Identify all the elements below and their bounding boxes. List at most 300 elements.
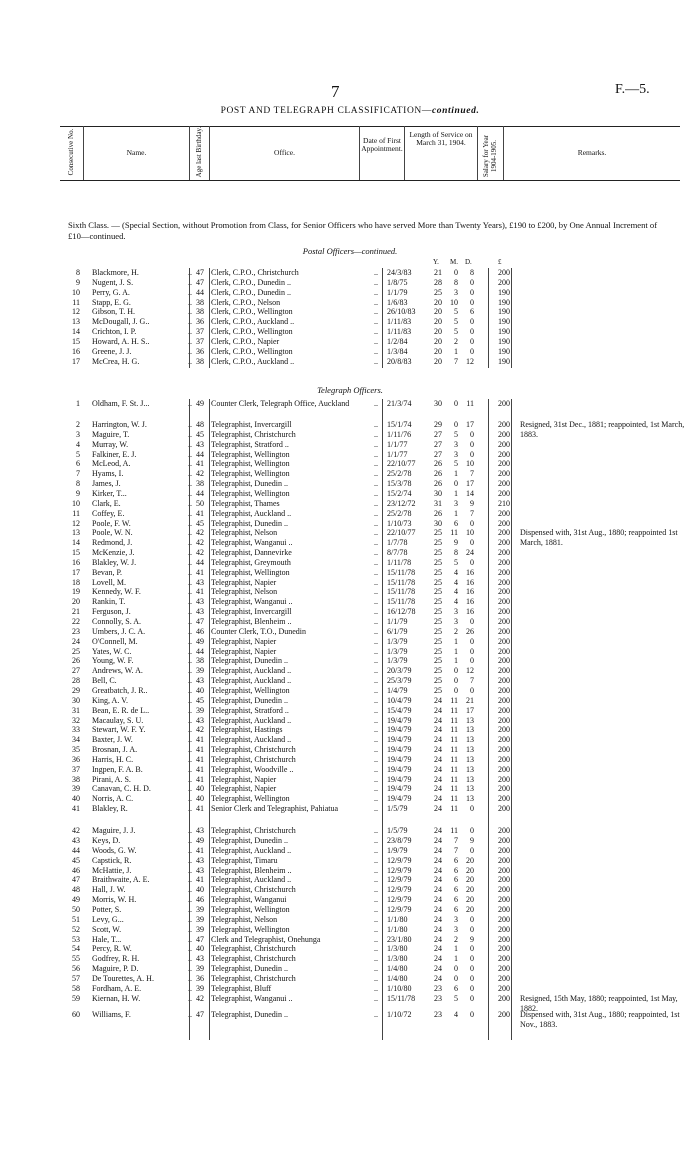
row-name: King, A. V. <box>92 695 128 705</box>
row-service-years: 20 <box>434 317 442 327</box>
row-service-months: 0 <box>454 268 458 277</box>
row-office: Telegraphist, Stratford .. <box>211 439 289 449</box>
row-appointment-date: 1/2/84 <box>387 336 408 346</box>
leader-dots: .. <box>374 944 378 954</box>
row-salary: 200 <box>498 548 510 558</box>
row-service-months: 11 <box>450 715 458 725</box>
row-appointment-date: 23/8/79 <box>387 836 412 845</box>
leader-dots: .. <box>188 764 192 774</box>
row-name: Young, W. F. <box>92 656 134 666</box>
row-service-months: 9 <box>454 538 458 548</box>
leader-dots: .. <box>374 597 378 607</box>
row-salary: 200 <box>498 954 510 964</box>
row-number: 49 <box>72 895 80 905</box>
row-service-years: 28 <box>434 277 442 287</box>
row-appointment-date: 21/3/74 <box>387 399 412 408</box>
row-service-months: 3 <box>454 449 458 459</box>
leader-dots: .. <box>188 336 192 346</box>
row-number: 4 <box>76 439 80 449</box>
row-salary: 200 <box>498 973 510 983</box>
row-name: Canavan, C. H. D. <box>92 784 151 794</box>
row-age: 48 <box>196 420 204 429</box>
row-number: 24 <box>72 636 80 646</box>
row-office: Telegraphist, Hastings <box>211 725 283 735</box>
row-number: 56 <box>72 964 80 974</box>
row-salary: 200 <box>498 528 510 538</box>
row-appointment-date: 15/11/78 <box>387 577 416 587</box>
row-office: Telegraphist, Wellington <box>211 488 290 498</box>
row-number: 58 <box>72 983 80 993</box>
leader-dots: .. <box>188 973 192 983</box>
row-name: Andrews, W. A. <box>92 666 143 676</box>
row-service-days: 16 <box>466 597 474 607</box>
row-service-months: 0 <box>454 685 458 695</box>
row-service-months: 5 <box>454 993 458 1003</box>
row-salary: 190 <box>498 346 510 356</box>
row-appointment-date: 25/2/78 <box>387 469 412 479</box>
row-service-days: 13 <box>466 774 474 784</box>
row-appointment-date: 1/5/79 <box>387 804 408 814</box>
leader-dots: .. <box>188 277 192 287</box>
row-appointment-date: 1/3/79 <box>387 646 408 656</box>
leader-dots: .. <box>374 725 378 735</box>
row-office: Clerk, C.P.O., Dunedin .. <box>211 277 291 287</box>
row-name: Poole, W. N. <box>92 528 133 538</box>
row-name: Hale, T... <box>92 934 122 944</box>
row-age: 43 <box>196 676 204 686</box>
col-header-age: Age last Birthday. <box>195 126 203 178</box>
leader-dots: .. <box>188 725 192 735</box>
leader-dots: .. <box>374 429 378 439</box>
row-appointment-date: 12/9/79 <box>387 875 412 885</box>
row-office: Telegraphist, Christchurch <box>211 429 296 439</box>
leader-dots: .. <box>374 666 378 676</box>
row-service-years: 20 <box>434 356 442 366</box>
row-age: 47 <box>196 268 204 277</box>
row-service-months: 1 <box>454 944 458 954</box>
row-appointment-date: 15/11/78 <box>387 597 416 607</box>
row-service-days: 0 <box>470 518 474 528</box>
row-office: Telegraphist, Thames <box>211 498 280 508</box>
row-age: 42 <box>196 993 204 1003</box>
row-service-years: 25 <box>434 557 442 567</box>
row-service-years: 24 <box>434 695 442 705</box>
row-office: Telegraphist, Dunedin .. <box>211 1010 288 1019</box>
row-service-days: 0 <box>470 646 474 656</box>
leader-dots: .. <box>188 826 192 836</box>
row-service-years: 27 <box>434 449 442 459</box>
row-service-years: 29 <box>434 420 442 429</box>
leader-dots: .. <box>374 277 378 287</box>
row-service-months: 3 <box>454 617 458 626</box>
leader-dots: .. <box>374 317 378 327</box>
row-service-days: 13 <box>466 764 474 774</box>
leader-dots: .. <box>188 666 192 676</box>
row-number: 12 <box>72 518 80 528</box>
leader-dots: .. <box>188 754 192 764</box>
col-divider <box>382 268 383 368</box>
row-age: 38 <box>196 356 204 366</box>
leader-dots: .. <box>188 924 192 934</box>
row-age: 38 <box>196 297 204 307</box>
row-age: 39 <box>196 924 204 934</box>
leader-dots: .. <box>374 836 378 845</box>
row-appointment-date: 19/4/79 <box>387 754 412 764</box>
row-salary: 190 <box>498 317 510 327</box>
row-appointment-date: 20/8/83 <box>387 356 412 366</box>
row-service-months: 4 <box>454 597 458 607</box>
leader-dots: .. <box>188 346 192 356</box>
leader-dots: .. <box>374 469 378 479</box>
row-service-years: 24 <box>434 745 442 755</box>
row-service-years: 27 <box>434 439 442 449</box>
row-age: 49 <box>196 836 204 845</box>
leader-dots: .. <box>374 754 378 764</box>
row-service-months: 1 <box>454 646 458 656</box>
row-office: Clerk, C.P.O., Auckland .. <box>211 356 295 366</box>
leader-dots: .. <box>374 557 378 567</box>
row-service-years: 24 <box>434 924 442 934</box>
leader-dots: .. <box>188 626 192 636</box>
leader-dots: .. <box>188 597 192 607</box>
row-salary: 200 <box>498 695 510 705</box>
row-office: Clerk and Telegraphist, Onehunga <box>211 934 321 944</box>
leader-dots: .. <box>188 297 192 307</box>
row-salary: 200 <box>498 924 510 934</box>
row-service-years: 25 <box>434 617 442 626</box>
leader-dots: .. <box>188 774 192 784</box>
row-service-years: 24 <box>434 715 442 725</box>
row-service-months: 10 <box>450 297 458 307</box>
row-salary: 200 <box>498 715 510 725</box>
row-service-days: 8 <box>470 268 474 277</box>
row-number: 27 <box>72 666 80 676</box>
leader-dots: .. <box>188 459 192 469</box>
row-age: 49 <box>196 399 204 408</box>
leader-dots: .. <box>188 420 192 429</box>
row-salary: 200 <box>498 587 510 597</box>
leader-dots: .. <box>374 508 378 518</box>
row-age: 39 <box>196 904 204 914</box>
row-service-days: 0 <box>470 336 474 346</box>
row-office: Telegraphist, Wellington <box>211 469 290 479</box>
row-service-months: 1 <box>454 469 458 479</box>
row-service-years: 24 <box>434 774 442 784</box>
leader-dots: .. <box>374 993 378 1003</box>
col-header-office: Office. <box>274 148 295 157</box>
row-appointment-date: 1/1/79 <box>387 287 408 297</box>
row-salary: 200 <box>498 597 510 607</box>
row-salary: 200 <box>498 764 510 774</box>
row-service-days: 13 <box>466 754 474 764</box>
leader-dots: .. <box>374 587 378 597</box>
leader-dots: .. <box>188 964 192 974</box>
leader-dots: .. <box>188 934 192 944</box>
leader-dots: .. <box>188 855 192 865</box>
row-office: Telegraphist, Auckland .. <box>211 666 292 676</box>
leader-dots: .. <box>188 488 192 498</box>
row-office: Telegraphist, Wellington <box>211 567 290 577</box>
row-appointment-date: 1/1/80 <box>387 924 408 934</box>
row-service-months: 3 <box>454 287 458 297</box>
row-name: Maguire, P. D. <box>92 964 139 974</box>
row-service-months: 4 <box>454 587 458 597</box>
leader-dots: .. <box>188 676 192 686</box>
row-service-years: 26 <box>434 459 442 469</box>
row-service-years: 30 <box>434 488 442 498</box>
row-office: Telegraphist, Christchurch <box>211 754 296 764</box>
row-name: Stewart, W. F. Y. <box>92 725 146 735</box>
row-name: Hall, J. W. <box>92 885 126 895</box>
row-number: 52 <box>72 924 80 934</box>
row-appointment-date: 22/10/77 <box>387 528 416 538</box>
row-service-months: 6 <box>454 875 458 885</box>
row-appointment-date: 1/10/73 <box>387 518 412 528</box>
row-office: Clerk, C.P.O., Nelson <box>211 297 281 307</box>
row-service-months: 2 <box>454 934 458 944</box>
row-service-days: 6 <box>470 307 474 317</box>
row-service-years: 23 <box>434 1010 442 1019</box>
row-name: Howard, A. H. S.. <box>92 336 150 346</box>
leader-dots: .. <box>188 508 192 518</box>
leader-dots: .. <box>374 307 378 317</box>
row-service-months: 5 <box>454 557 458 567</box>
row-service-months: 6 <box>454 895 458 905</box>
row-number: 48 <box>72 885 80 895</box>
row-service-days: 0 <box>470 685 474 695</box>
row-office: Clerk, C.P.O., Wellington <box>211 307 293 317</box>
row-service-days: 0 <box>470 317 474 327</box>
col-divider <box>189 399 190 1040</box>
row-appointment-date: 1/11/83 <box>387 317 412 327</box>
row-service-days: 26 <box>466 626 474 636</box>
row-name: Williams, F. <box>92 1010 131 1019</box>
row-appointment-date: 19/4/79 <box>387 745 412 755</box>
row-service-years: 24 <box>434 885 442 895</box>
row-office: Telegraphist, Christchurch <box>211 885 296 895</box>
row-name: Crichton, I. P. <box>92 327 137 337</box>
leader-dots: .. <box>374 528 378 538</box>
row-service-days: 0 <box>470 297 474 307</box>
row-number: 17 <box>72 356 80 366</box>
row-age: 39 <box>196 983 204 993</box>
row-appointment-date: 1/10/80 <box>387 983 412 993</box>
row-number: 59 <box>72 993 80 1003</box>
leader-dots: .. <box>188 607 192 617</box>
row-office: Telegraphist, Wanganui .. <box>211 538 293 548</box>
row-name: McKenzie, J. <box>92 548 135 558</box>
row-service-years: 25 <box>434 597 442 607</box>
row-service-months: 4 <box>454 577 458 587</box>
row-service-years: 24 <box>434 875 442 885</box>
row-age: 43 <box>196 954 204 964</box>
leader-dots: .. <box>188 356 192 366</box>
row-service-months: 11 <box>450 764 458 774</box>
row-name: Scott, W. <box>92 924 122 934</box>
row-office: Telegraphist, Blenheim .. <box>211 865 292 875</box>
row-service-years: 25 <box>434 587 442 597</box>
row-service-years: 23 <box>434 993 442 1003</box>
row-office: Counter Clerk, T.O., Dunedin <box>211 626 307 636</box>
row-number: 30 <box>72 695 80 705</box>
row-service-days: 9 <box>470 934 474 944</box>
leader-dots: .. <box>374 895 378 905</box>
leader-dots: .. <box>374 656 378 666</box>
row-service-months: 11 <box>450 804 458 814</box>
row-name: McHattie, J. <box>92 865 132 875</box>
row-service-years: 24 <box>434 764 442 774</box>
row-number: 6 <box>76 459 80 469</box>
row-service-years: 24 <box>434 826 442 836</box>
row-office: Telegraphist, Nelson <box>211 914 278 924</box>
col-divider <box>359 126 360 180</box>
row-service-days: 21 <box>466 695 474 705</box>
row-appointment-date: 25/2/78 <box>387 508 412 518</box>
row-age: 49 <box>196 636 204 646</box>
row-service-months: 1 <box>454 508 458 518</box>
row-appointment-date: 23/1/80 <box>387 934 412 944</box>
row-office: Telegraphist, Wanganui .. <box>211 597 293 607</box>
row-service-days: 17 <box>466 420 474 429</box>
row-service-years: 24 <box>434 865 442 875</box>
row-name: Gibson, T. H. <box>92 307 136 317</box>
row-service-months: 6 <box>454 983 458 993</box>
row-age: 41 <box>196 774 204 784</box>
row-salary: 200 <box>498 836 510 845</box>
col-divider <box>189 268 190 368</box>
row-age: 40 <box>196 944 204 954</box>
row-number: 28 <box>72 676 80 686</box>
row-age: 46 <box>196 895 204 905</box>
row-office: Telegraphist, Wanganui <box>211 895 287 905</box>
row-salary: 200 <box>498 607 510 617</box>
row-name: Harrington, W. J. <box>92 420 147 429</box>
row-service-days: 17 <box>466 705 474 715</box>
row-service-years: 25 <box>434 528 442 538</box>
leader-dots: .. <box>374 804 378 814</box>
col-divider <box>477 126 478 180</box>
leader-dots: .. <box>374 676 378 686</box>
row-office: Telegraphist, Wellington <box>211 924 290 934</box>
leader-dots: .. <box>374 954 378 964</box>
row-service-months: 11 <box>450 774 458 784</box>
row-name: O'Connell, M. <box>92 636 138 646</box>
unit-months: M. <box>450 258 458 266</box>
leader-dots: .. <box>374 904 378 914</box>
row-service-days: 20 <box>466 885 474 895</box>
row-service-months: 11 <box>450 725 458 735</box>
row-service-months: 0 <box>454 420 458 429</box>
row-service-days: 9 <box>470 498 474 508</box>
row-service-months: 7 <box>454 836 458 845</box>
row-age: 47 <box>196 934 204 944</box>
row-salary: 200 <box>498 685 510 695</box>
row-service-days: 0 <box>470 327 474 337</box>
row-number: 15 <box>72 548 80 558</box>
row-appointment-date: 24/3/83 <box>387 268 412 277</box>
row-appointment-date: 1/7/78 <box>387 538 408 548</box>
telegraph-heading: Telegraph Officers. <box>317 385 383 395</box>
row-name: Ferguson, J. <box>92 607 131 617</box>
row-age: 42 <box>196 725 204 735</box>
row-office: Telegraphist, Wanganui .. <box>211 993 293 1003</box>
row-service-months: 11 <box>450 784 458 794</box>
row-salary: 200 <box>498 993 510 1003</box>
row-office: Telegraphist, Napier <box>211 784 277 794</box>
row-remarks: Dispensed with, 31st Aug., 1880; reappointed 1st March, 1881. <box>520 528 678 548</box>
row-age: 46 <box>196 626 204 636</box>
row-number: 16 <box>72 346 80 356</box>
row-number: 19 <box>72 587 80 597</box>
row-appointment-date: 19/4/79 <box>387 735 412 745</box>
row-appointment-date: 19/4/79 <box>387 764 412 774</box>
row-service-years: 21 <box>434 268 442 277</box>
row-number: 23 <box>72 626 80 636</box>
row-service-months: 11 <box>450 826 458 836</box>
row-number: 2 <box>76 420 80 429</box>
row-service-days: 0 <box>470 557 474 567</box>
row-number: 9 <box>76 488 80 498</box>
row-service-years: 24 <box>434 705 442 715</box>
row-salary: 200 <box>498 676 510 686</box>
row-remarks: Resigned, 15th May, 1880; reappointed, 1st May, 1882. <box>520 993 678 1013</box>
row-number: 54 <box>72 944 80 954</box>
row-name: Clark, E. <box>92 498 121 508</box>
leader-dots: .. <box>374 715 378 725</box>
row-number: 9 <box>76 277 80 287</box>
leader-dots: .. <box>374 695 378 705</box>
row-name: Connolly, S. A. <box>92 617 142 626</box>
row-service-days: 0 <box>470 429 474 439</box>
row-age: 45 <box>196 695 204 705</box>
row-name: Norris, A. C. <box>92 794 134 804</box>
row-salary: 200 <box>498 784 510 794</box>
row-appointment-date: 19/4/79 <box>387 784 412 794</box>
row-service-days: 0 <box>470 983 474 993</box>
row-service-years: 20 <box>434 297 442 307</box>
row-service-days: 20 <box>466 895 474 905</box>
leader-dots: .. <box>188 983 192 993</box>
row-office: Telegraphist, Stratford .. <box>211 705 289 715</box>
row-salary: 200 <box>498 439 510 449</box>
row-service-months: 6 <box>454 865 458 875</box>
row-service-years: 25 <box>434 567 442 577</box>
row-service-months: 11 <box>450 735 458 745</box>
row-office: Telegraphist, Blenheim .. <box>211 617 292 626</box>
row-remarks: Resigned, 31st Dec., 1881; reappointed, 1st March, 1883. <box>520 420 685 439</box>
row-appointment-date: 6/1/79 <box>387 626 408 636</box>
row-service-months: 3 <box>454 914 458 924</box>
row-number: 7 <box>76 469 80 479</box>
row-number: 17 <box>72 567 80 577</box>
row-salary: 200 <box>498 617 510 626</box>
row-office: Senior Clerk and Telegraphist, Pahiatua <box>211 804 339 814</box>
row-service-months: 5 <box>454 459 458 469</box>
row-salary: 200 <box>498 567 510 577</box>
col-header-remarks: Remarks. <box>577 148 607 157</box>
row-service-months: 11 <box>450 754 458 764</box>
row-age: 37 <box>196 336 204 346</box>
row-number: 13 <box>72 317 80 327</box>
leader-dots: .. <box>188 904 192 914</box>
row-name: Woods, G. W. <box>92 845 137 855</box>
row-name: Baxter, J. W. <box>92 735 133 745</box>
row-name: Maguire, J. J. <box>92 826 136 836</box>
row-service-months: 11 <box>450 528 458 538</box>
row-service-months: 8 <box>454 277 458 287</box>
row-age: 38 <box>196 307 204 317</box>
row-appointment-date: 12/9/79 <box>387 855 412 865</box>
